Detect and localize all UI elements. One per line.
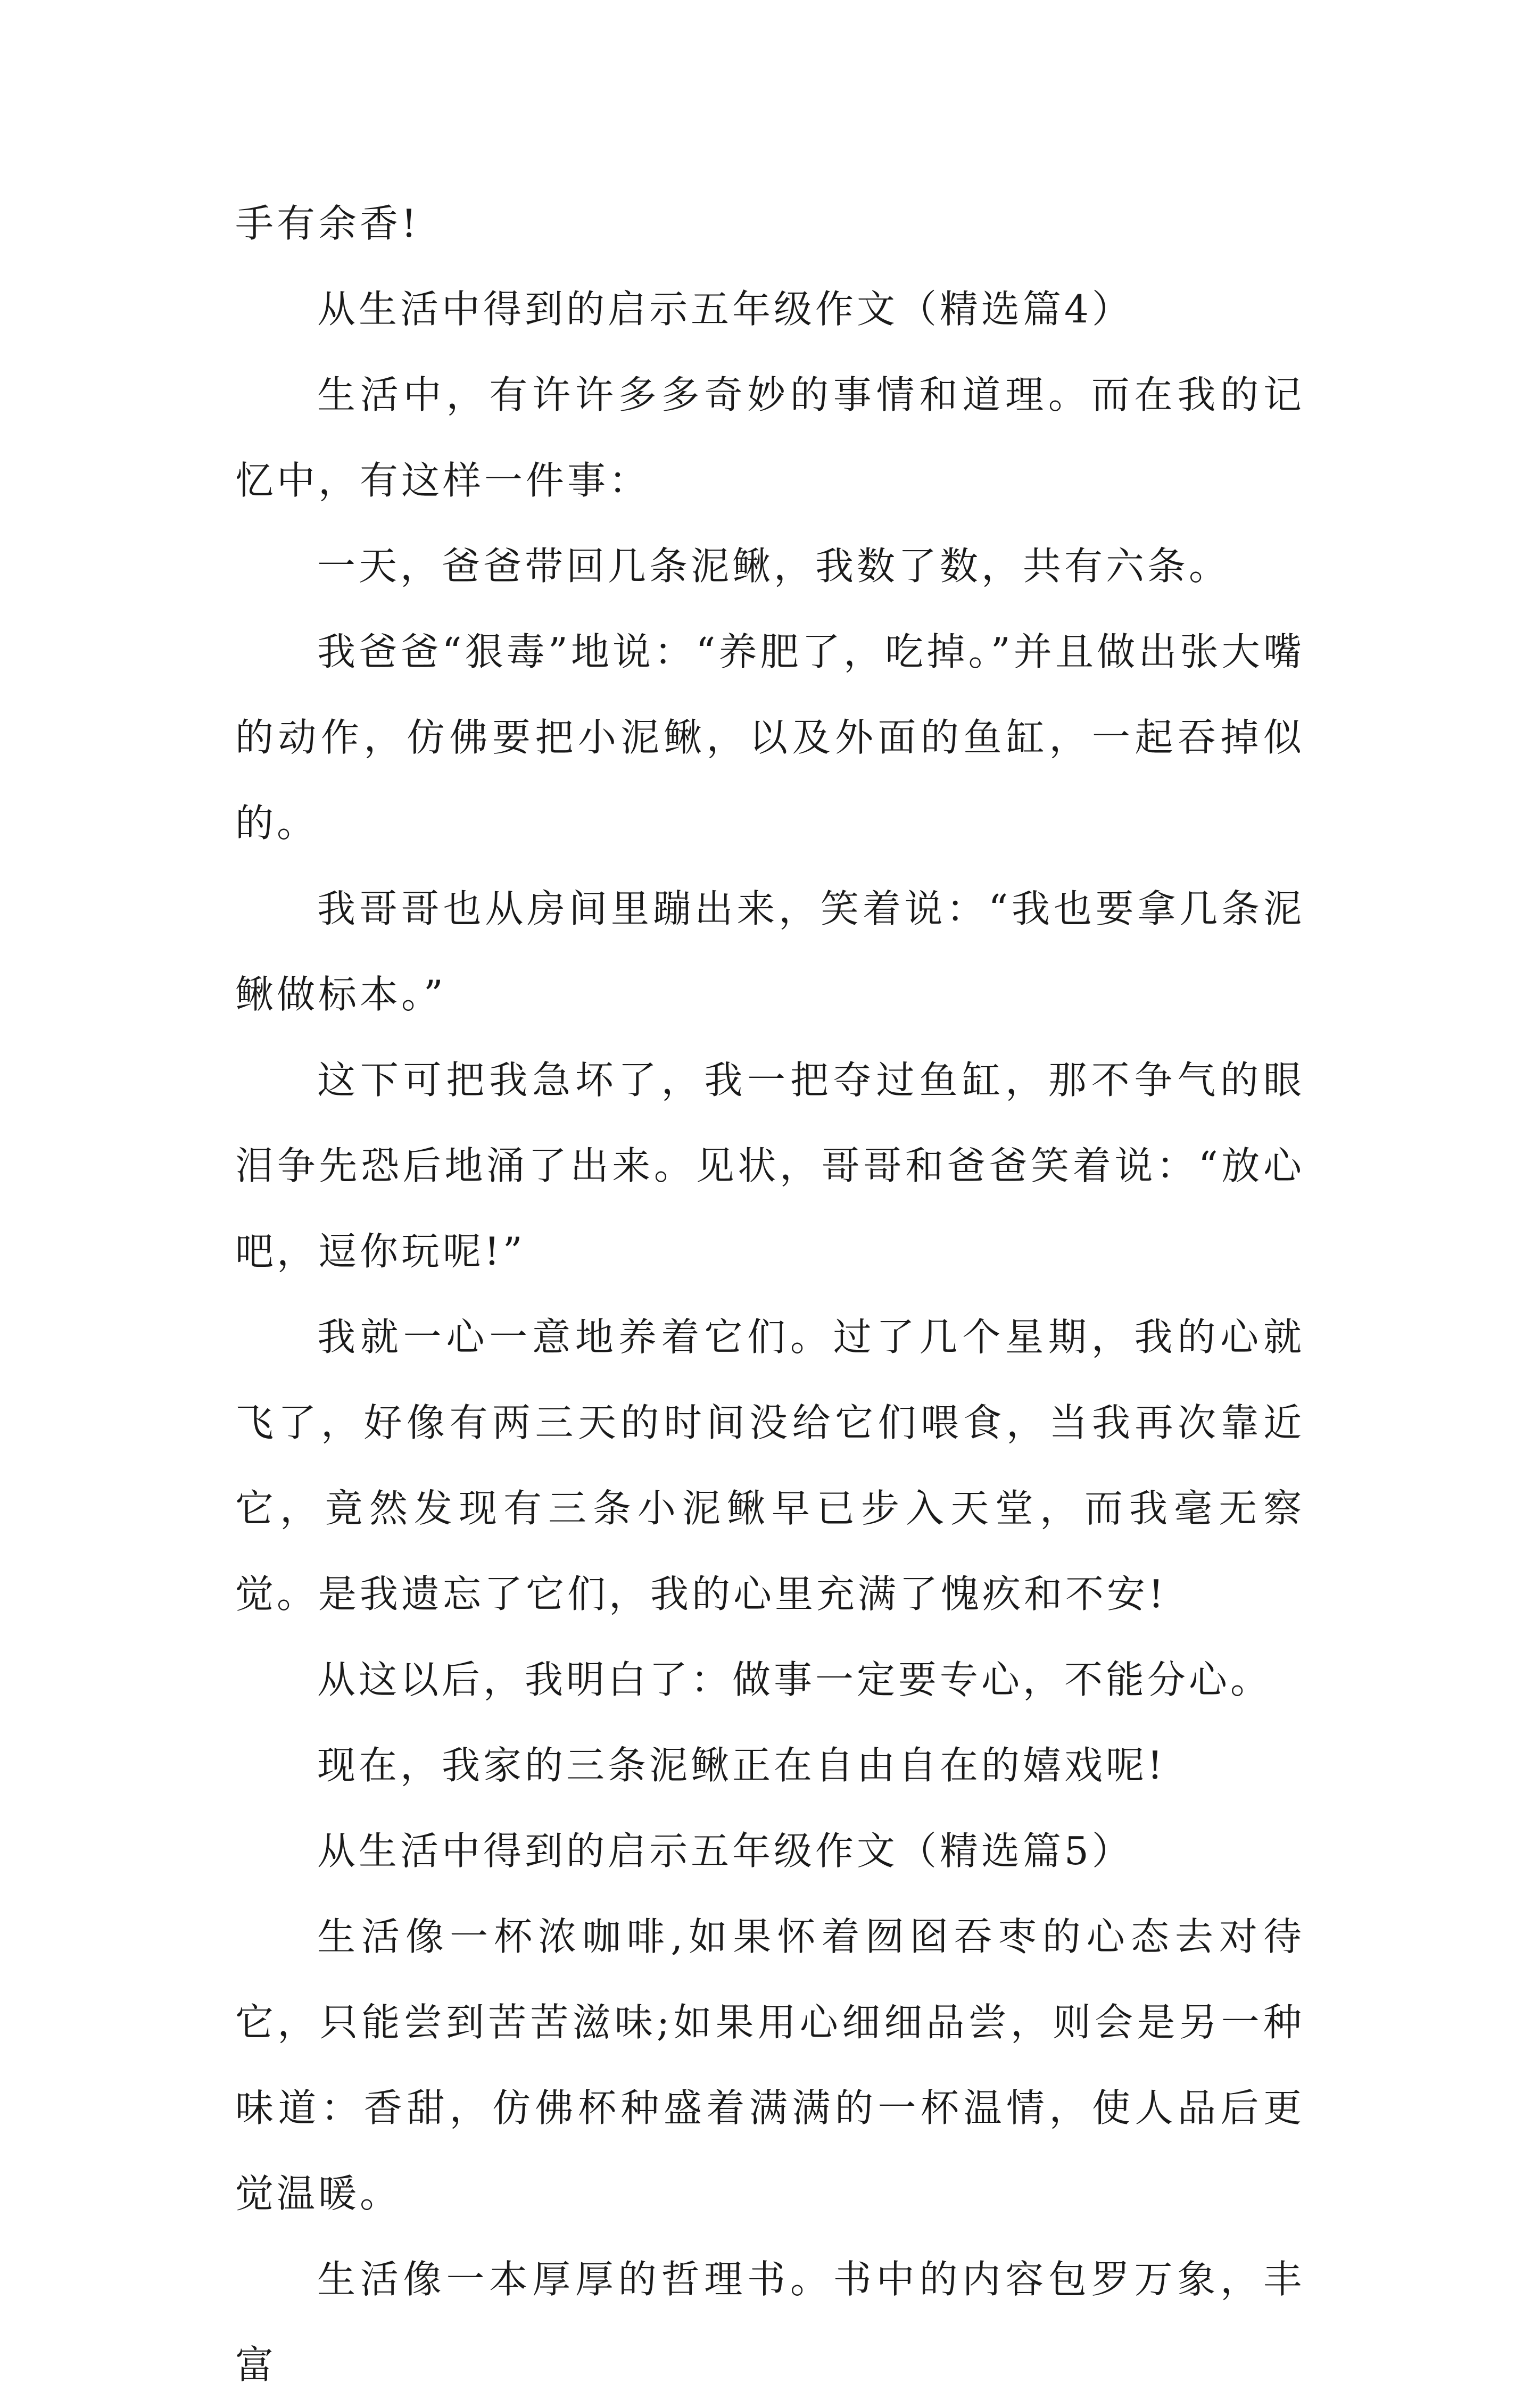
paragraph: 从这以后，我明白了：做事一定要专心，不能分心。 <box>317 1657 1272 1702</box>
paragraph: 生活中，有许许多多奇妙的事情和道理。而在我的记忆中，有这样一件事： <box>235 372 1305 503</box>
document-body <box>235 181 1305 2408</box>
paragraph: 现在，我家的三条泥鳅正在自由自在的嬉戏呢! <box>317 1743 1166 1788</box>
paragraph: 生活像一本厚厚的哲理书。书中的内容包罗万象，丰富 <box>235 2257 1305 2387</box>
paragraph-continuation: 手有余香! <box>235 201 420 246</box>
section-heading-5: 从生活中得到的启示五年级作文（精选篇5） <box>317 1829 1133 1873</box>
paragraph: 我爸爸“狠毒”地说：“养肥了，吃掉。”并且做出张大嘴的动作，仿佛要把小泥鳅，以及外面的鱼缸，一起吞掉似的。 <box>235 629 1305 845</box>
paragraph: 这下可把我急坏了，我一把夺过鱼缸，那不争气的眼泪争先恐后地涌了出来。见状，哥哥和爸爸笑着说：“放心吧，逗你玩呢!” <box>235 1058 1305 1274</box>
paragraph: 我就一心一意地养着它们。过了几个星期，我的心就飞了，好像有两三天的时间没给它们喂食，当我再次靠近它，竟然发现有三条小泥鳅早已步入天堂，而我毫无察觉。是我遗忘了它们，我的心里充满了愧疚和不安! <box>235 1315 1305 1616</box>
paragraph: 生活像一杯浓咖啡,如果怀着囫囵吞枣的心态去对待它，只能尝到苦苦滋味;如果用心细细品尝，则会是另一种味道：香甜，仿佛杯种盛着满满的一杯温情，使人品后更觉温暖。 <box>235 1914 1305 2216</box>
section-heading-4: 从生活中得到的启示五年级作文（精选篇4） <box>317 287 1133 331</box>
paragraph: 我哥哥也从房间里蹦出来，笑着说：“我也要拿几条泥鳅做标本。” <box>235 886 1305 1017</box>
paragraph: 一天，爸爸带回几条泥鳅，我数了数，共有六条。 <box>317 544 1231 588</box>
